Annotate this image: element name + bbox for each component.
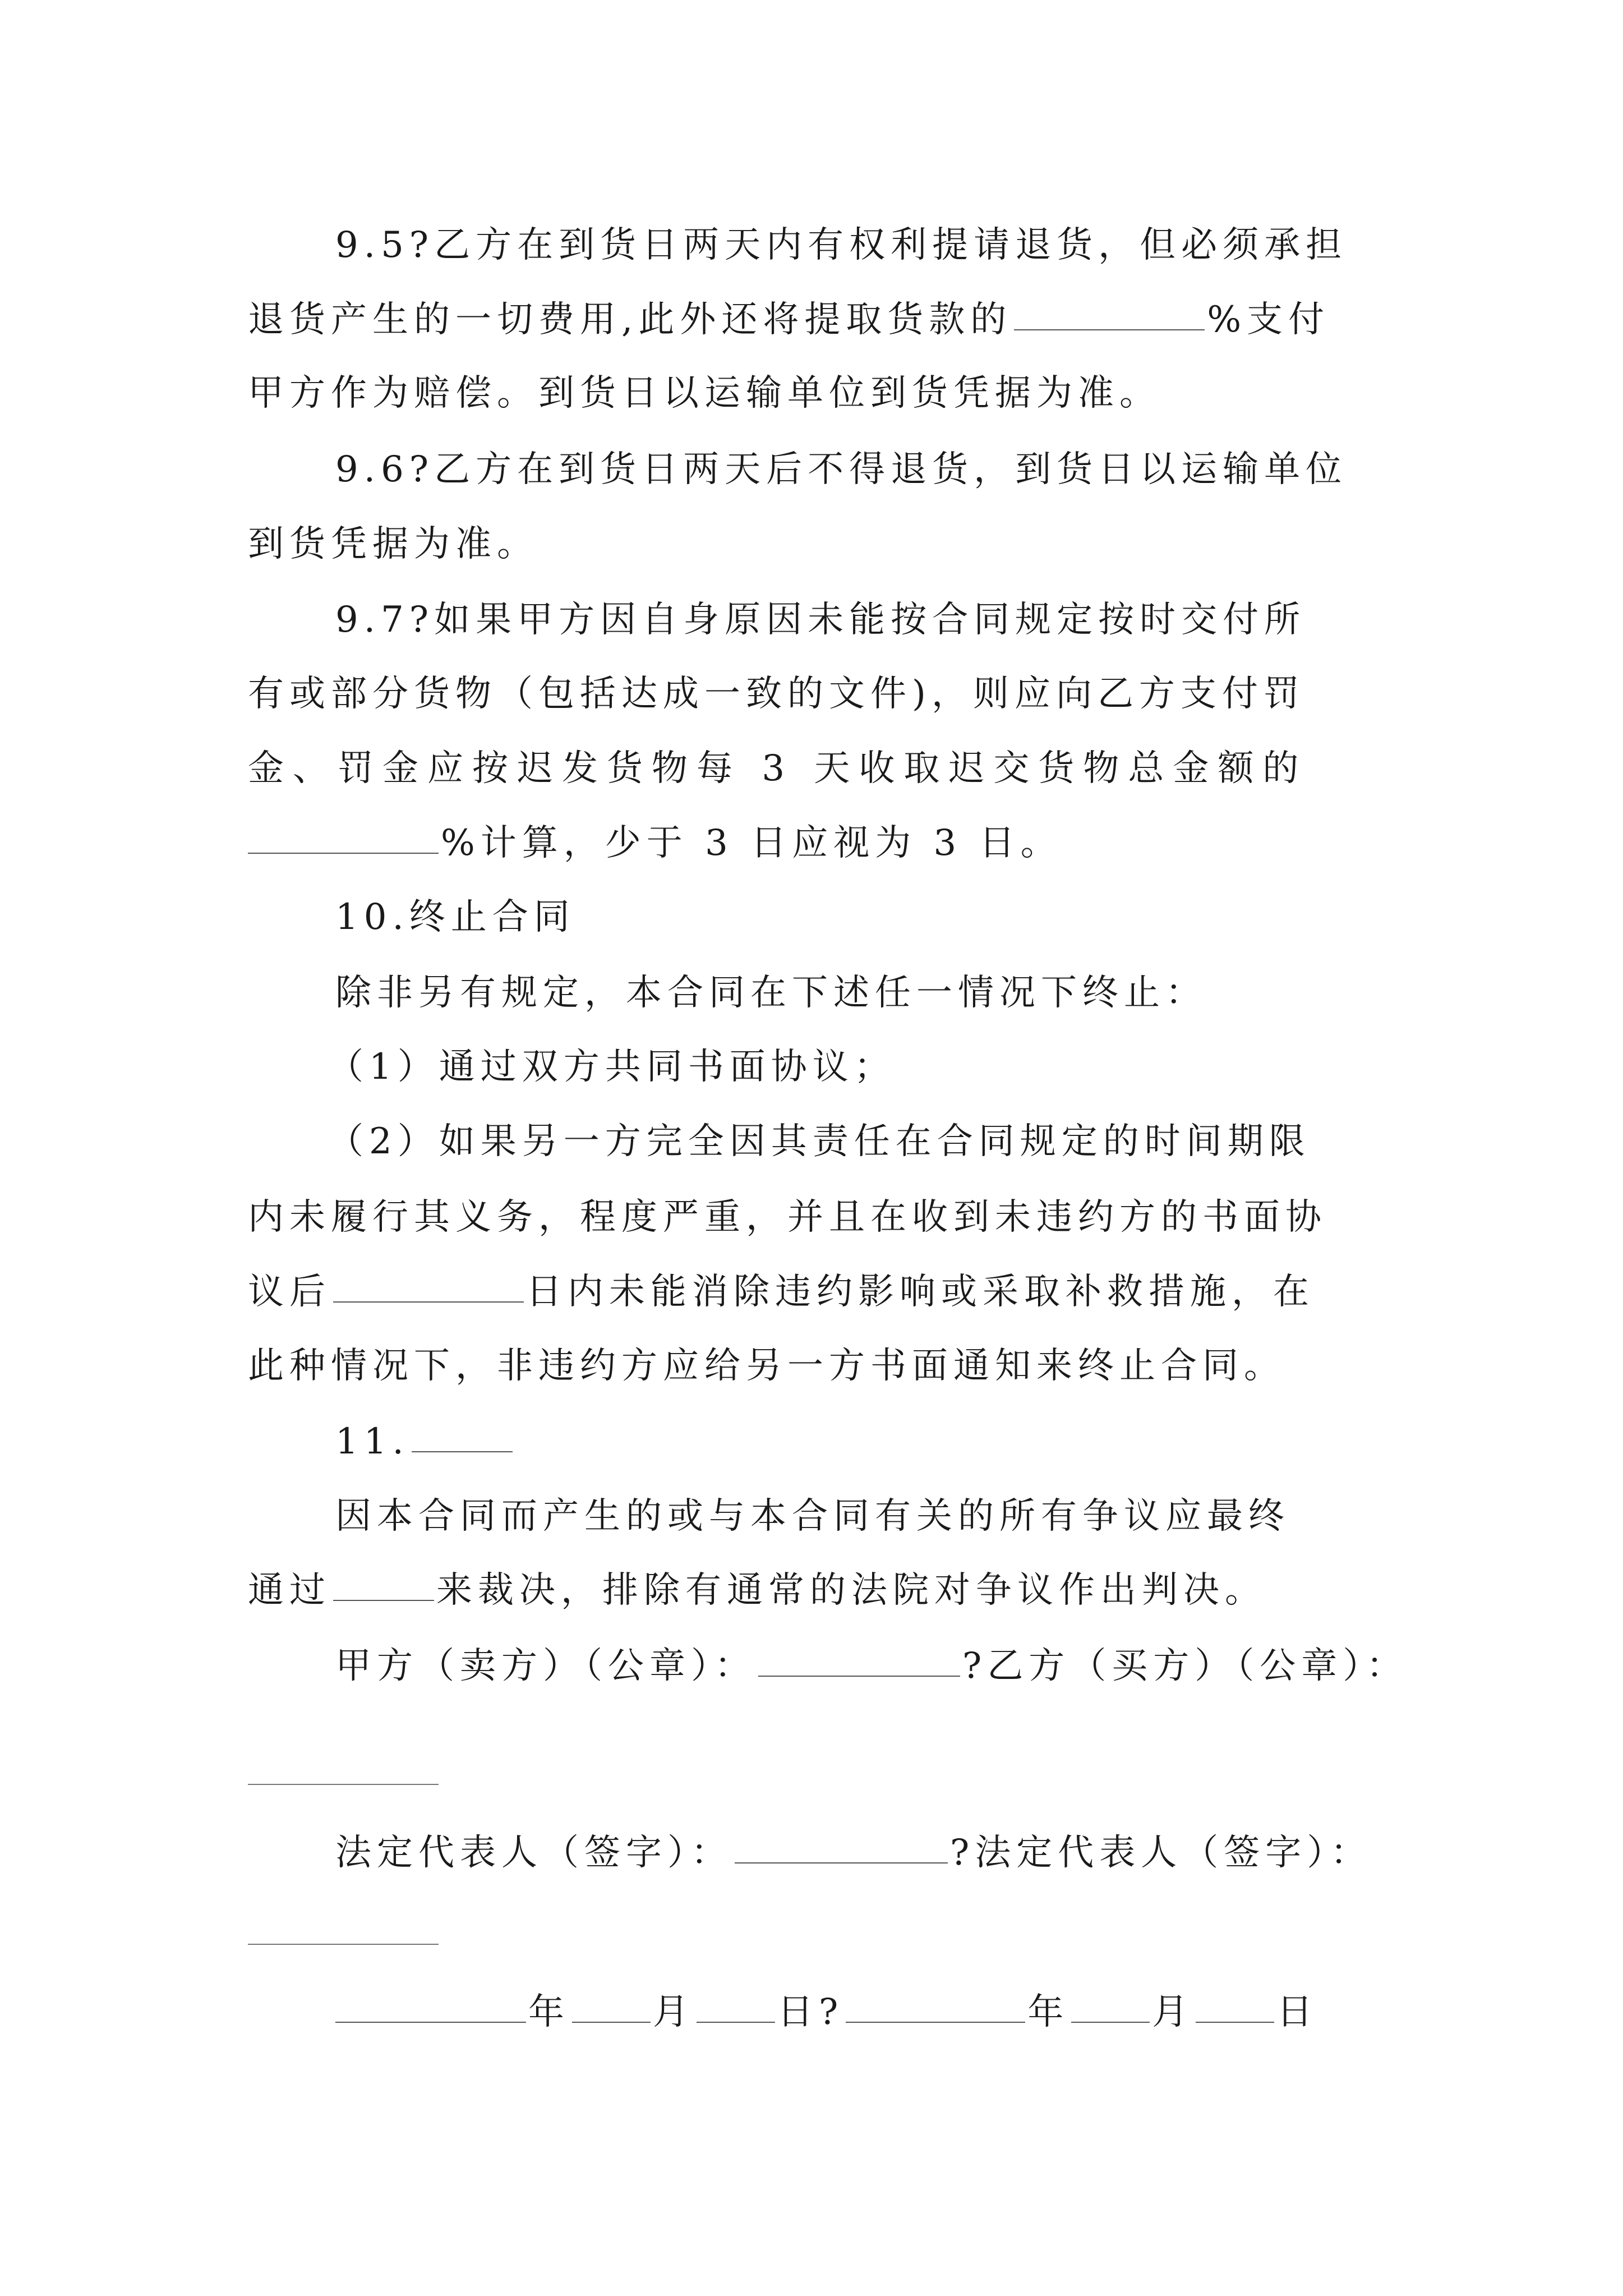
- para-9-5-line-2: [248, 295, 1392, 345]
- signature-date-line: [335, 1987, 1479, 2037]
- para-9-7-line-4-text: %计算，少于 3 日应视为 3 日。: [441, 822, 1062, 864]
- fill-blank: [758, 1641, 960, 1677]
- year-label-b: 年: [1027, 1991, 1069, 2033]
- fill-blank: [333, 1267, 524, 1303]
- para-9-7-line-1: 9.7?如果甲方因自身原因未能按合同规定按时交付所: [335, 599, 1306, 641]
- day-label-a: 日?: [777, 1991, 844, 2033]
- day-label-b: 日: [1276, 1991, 1318, 2033]
- section-10-item-2-line-1: （2）如果另一方完全因其责任在合同规定的时间期限: [328, 1121, 1311, 1162]
- section-11-heading: [335, 1416, 1479, 1467]
- fill-blank-month-b: [1071, 1987, 1150, 2023]
- section-10-item-2-line-2: 内未履行其义务，程度严重，并且在收到未违约方的书面协: [248, 1197, 1327, 1238]
- year-label-a: 年: [528, 1991, 570, 2033]
- section-10-item-1: （1）通过双方共同书面协议；: [328, 1046, 896, 1088]
- para-9-6-line-1: 9.6?乙方在到货日两天后不得退货，到货日以运输单位: [335, 449, 1348, 490]
- fill-blank-year-a: [335, 1987, 526, 2023]
- para-9-7-line-2: 有或部分货物（包括达成一致的文件)，则应向乙方支付罚: [248, 673, 1305, 715]
- fill-blank-party-b: [248, 1784, 439, 1785]
- section-10-heading: 10.终止合同: [335, 896, 575, 938]
- signature-rep-line: [335, 1828, 1479, 1878]
- month-label-a: 月: [653, 1991, 694, 2033]
- section-11-line-2-text-a: 通过: [248, 1570, 331, 1611]
- section-10-item-2-line-3-text-a: 议后: [248, 1271, 331, 1313]
- section-10-item-2-line-3: [248, 1267, 1392, 1317]
- fill-blank-day-a: [697, 1987, 775, 2023]
- month-label-b: 月: [1152, 1991, 1194, 2033]
- fill-blank-day-b: [1196, 1987, 1274, 2023]
- para-9-7-line-4: [248, 818, 1392, 868]
- section-10-item-2-line-4: 此种情况下，非违约方应给另一方书面通知来终止合同。: [248, 1345, 1285, 1387]
- section-10-intro: 除非另有规定，本合同在下述任一情况下终止：: [335, 972, 1207, 1014]
- section-10-item-2-line-3-text-b: 日内未能消除违约影响或采取补救措施，在: [526, 1271, 1315, 1313]
- party-b-label: ?乙方（买方）（公章）：: [962, 1645, 1408, 1687]
- signature-party-line: [335, 1641, 1479, 1691]
- section-11-line-1: 因本合同而产生的或与本合同有关的所有争议应最终: [335, 1496, 1290, 1537]
- section-11-line-2-text-b: 来裁决，排除有通常的法院对争议作出判决。: [436, 1570, 1266, 1611]
- fill-blank: [1014, 295, 1205, 330]
- para-9-5-line-1: 9.5?乙方在到货日两天内有权利提请退货，但必须承担: [335, 224, 1348, 266]
- fill-blank-year-b: [846, 1987, 1025, 2023]
- section-11-line-2: [248, 1565, 1392, 1616]
- fill-blank: [735, 1828, 948, 1864]
- para-9-5-line-2-text-b: %支付: [1207, 299, 1330, 341]
- fill-blank-month-a: [572, 1987, 651, 2023]
- para-9-5-line-3: 甲方作为赔偿。到货日以运输单位到货凭据为准。: [248, 372, 1161, 414]
- fill-blank-rep-b: [248, 1944, 439, 1945]
- rep-b-label: ?法定代表人（签字）：: [950, 1832, 1372, 1874]
- para-9-6-line-2: 到货凭据为准。: [248, 523, 538, 565]
- para-9-5-line-2-text-a: 退货产生的一切费用,此外还将提取货款的: [248, 299, 1012, 341]
- section-11-heading-text: 11.: [335, 1421, 409, 1462]
- party-a-label: 甲方（卖方）（公章）：: [335, 1645, 756, 1687]
- fill-blank: [412, 1416, 513, 1452]
- fill-blank: [248, 818, 439, 854]
- rep-a-label: 法定代表人（签字）：: [335, 1832, 732, 1874]
- para-9-7-line-3: 金、罚金应按迟发货物每 3 天收取迟交货物总金额的: [248, 748, 1308, 789]
- fill-blank: [333, 1565, 434, 1601]
